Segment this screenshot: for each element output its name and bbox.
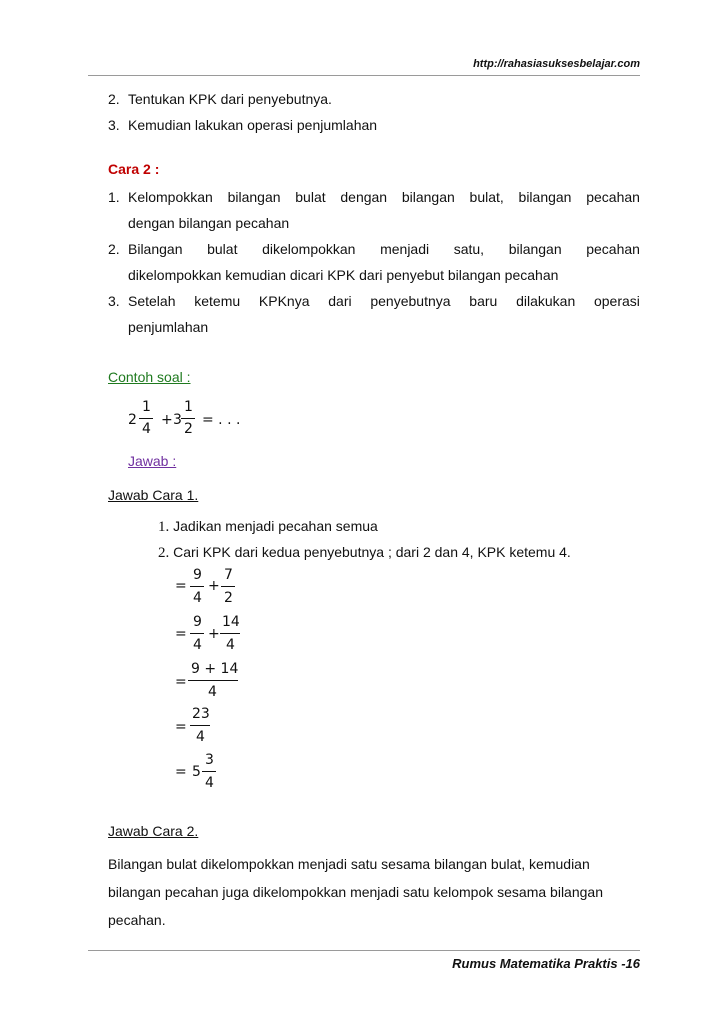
item-text: Cari KPK dari kedua penyebutnya ; dari 2 dan 4, KPK ketemu 4. bbox=[173, 544, 571, 560]
cara1-title: Jawab Cara 1. bbox=[108, 487, 199, 503]
word: baru bbox=[469, 293, 498, 309]
word: bilangan bbox=[518, 189, 572, 205]
numerator: 3 bbox=[205, 752, 214, 768]
word: satu, bbox=[453, 241, 485, 257]
word: bilangan bbox=[508, 241, 562, 257]
denominator: 2 bbox=[224, 590, 233, 606]
header-url: http://rahasiasuksesbelajar.com bbox=[473, 58, 640, 70]
word: dari bbox=[328, 293, 352, 309]
item-number: 2. bbox=[108, 241, 120, 257]
list-item bbox=[158, 544, 571, 562]
contoh-title: Contoh soal : bbox=[108, 369, 191, 385]
plus-sign: + bbox=[161, 412, 173, 428]
word: KPKnya bbox=[258, 293, 310, 309]
item-text: Kemudian lakukan operasi penjumlahan bbox=[128, 117, 378, 133]
list-item bbox=[158, 518, 378, 536]
word: bulat bbox=[295, 189, 326, 205]
header-rule bbox=[88, 75, 640, 76]
cara2-item1-line2: dengan bilangan pecahan bbox=[128, 215, 290, 231]
list-item bbox=[108, 117, 377, 133]
word: operasi bbox=[593, 293, 640, 309]
word: Kelompokkan bbox=[128, 189, 213, 205]
item-number: 1. bbox=[108, 189, 120, 205]
equals-dots: = . . . bbox=[202, 412, 241, 428]
fraction-bar bbox=[221, 586, 235, 587]
equals-sign: = bbox=[175, 719, 187, 735]
cara2-item3-line2: penjumlahan bbox=[128, 319, 209, 335]
word: dilakukan bbox=[516, 293, 576, 309]
denominator: 4 bbox=[208, 684, 217, 700]
numerator: 1 bbox=[142, 399, 151, 415]
fraction-bar bbox=[181, 418, 195, 419]
fraction-bar bbox=[190, 586, 204, 587]
word: ketemu bbox=[194, 293, 241, 309]
cara2-item2-line1 bbox=[128, 241, 640, 257]
numerator: 23 bbox=[192, 706, 210, 722]
fraction-bar bbox=[202, 771, 216, 772]
whole-number: 2 bbox=[128, 412, 137, 428]
plus-sign: + bbox=[208, 578, 220, 594]
fraction-bar bbox=[220, 633, 240, 634]
paragraph-line: Bilangan bulat dikelompokkan menjadi satu sesama bilangan bulat, kemudian bbox=[108, 856, 590, 872]
item-number: 3. bbox=[108, 293, 120, 309]
cara2-item3-line1 bbox=[128, 293, 640, 309]
word: penyebutnya bbox=[370, 293, 451, 309]
denominator: 4 bbox=[142, 421, 151, 437]
word: dengan bbox=[340, 189, 388, 205]
denominator: 4 bbox=[205, 775, 214, 791]
paragraph-line: pecahan. bbox=[108, 912, 166, 928]
numerator: 1 bbox=[184, 399, 193, 415]
item-number: 3. bbox=[108, 117, 120, 133]
equals-sign: = bbox=[175, 764, 187, 780]
word: bulat, bbox=[469, 189, 504, 205]
denominator: 4 bbox=[193, 590, 202, 606]
footer-rule bbox=[88, 950, 640, 951]
item-text: Tentukan KPK dari penyebutnya. bbox=[128, 91, 332, 107]
paragraph-line: bilangan pecahan juga dikelompokkan menjadi satu kelompok sesama bilangan bbox=[108, 884, 603, 900]
word: pecahan bbox=[586, 241, 640, 257]
fraction-bar bbox=[190, 633, 204, 634]
item-number: 2. bbox=[158, 545, 170, 561]
word: Setelah bbox=[128, 293, 176, 309]
word: menjadi bbox=[380, 241, 430, 257]
fraction-bar bbox=[190, 725, 210, 726]
numerator: 9 bbox=[193, 614, 202, 630]
list-item bbox=[108, 91, 332, 107]
item-text: Jadikan menjadi pecahan semua bbox=[173, 518, 378, 534]
denominator: 4 bbox=[196, 729, 205, 745]
footer-text: Rumus Matematika Praktis -16 bbox=[452, 956, 640, 971]
denominator: 2 bbox=[184, 421, 193, 437]
word: bulat bbox=[207, 241, 238, 257]
whole-number: 3 bbox=[173, 412, 182, 428]
cara2-title: Cara 2 : bbox=[108, 161, 160, 177]
equals-sign: = bbox=[175, 674, 187, 690]
word: bilangan bbox=[401, 189, 455, 205]
jawab-label: Jawab : bbox=[128, 453, 177, 469]
denominator: 4 bbox=[193, 637, 202, 653]
word: bilangan bbox=[227, 189, 281, 205]
numerator: 14 bbox=[222, 614, 240, 630]
numerator: 9 + 14 bbox=[191, 661, 239, 677]
cara2-item1-line1 bbox=[128, 189, 640, 205]
fraction-bar bbox=[139, 418, 153, 419]
equals-sign: = bbox=[175, 626, 187, 642]
word: dikelompokkan bbox=[262, 241, 356, 257]
numerator: 7 bbox=[224, 567, 233, 583]
fraction-bar bbox=[188, 680, 238, 681]
word: pecahan bbox=[586, 189, 640, 205]
whole-number: 5 bbox=[192, 764, 201, 780]
equals-sign: = bbox=[175, 578, 187, 594]
item-number: 2. bbox=[108, 91, 120, 107]
word: Bilangan bbox=[128, 241, 183, 257]
item-number: 1. bbox=[158, 519, 170, 535]
cara2-item2-line2: dikelompokkan kemudian dicari KPK dari penyebut bilangan pecahan bbox=[128, 267, 559, 283]
denominator: 4 bbox=[226, 637, 235, 653]
numerator: 9 bbox=[193, 567, 202, 583]
cara2-answer-title: Jawab Cara 2. bbox=[108, 823, 199, 839]
plus-sign: + bbox=[208, 626, 220, 642]
